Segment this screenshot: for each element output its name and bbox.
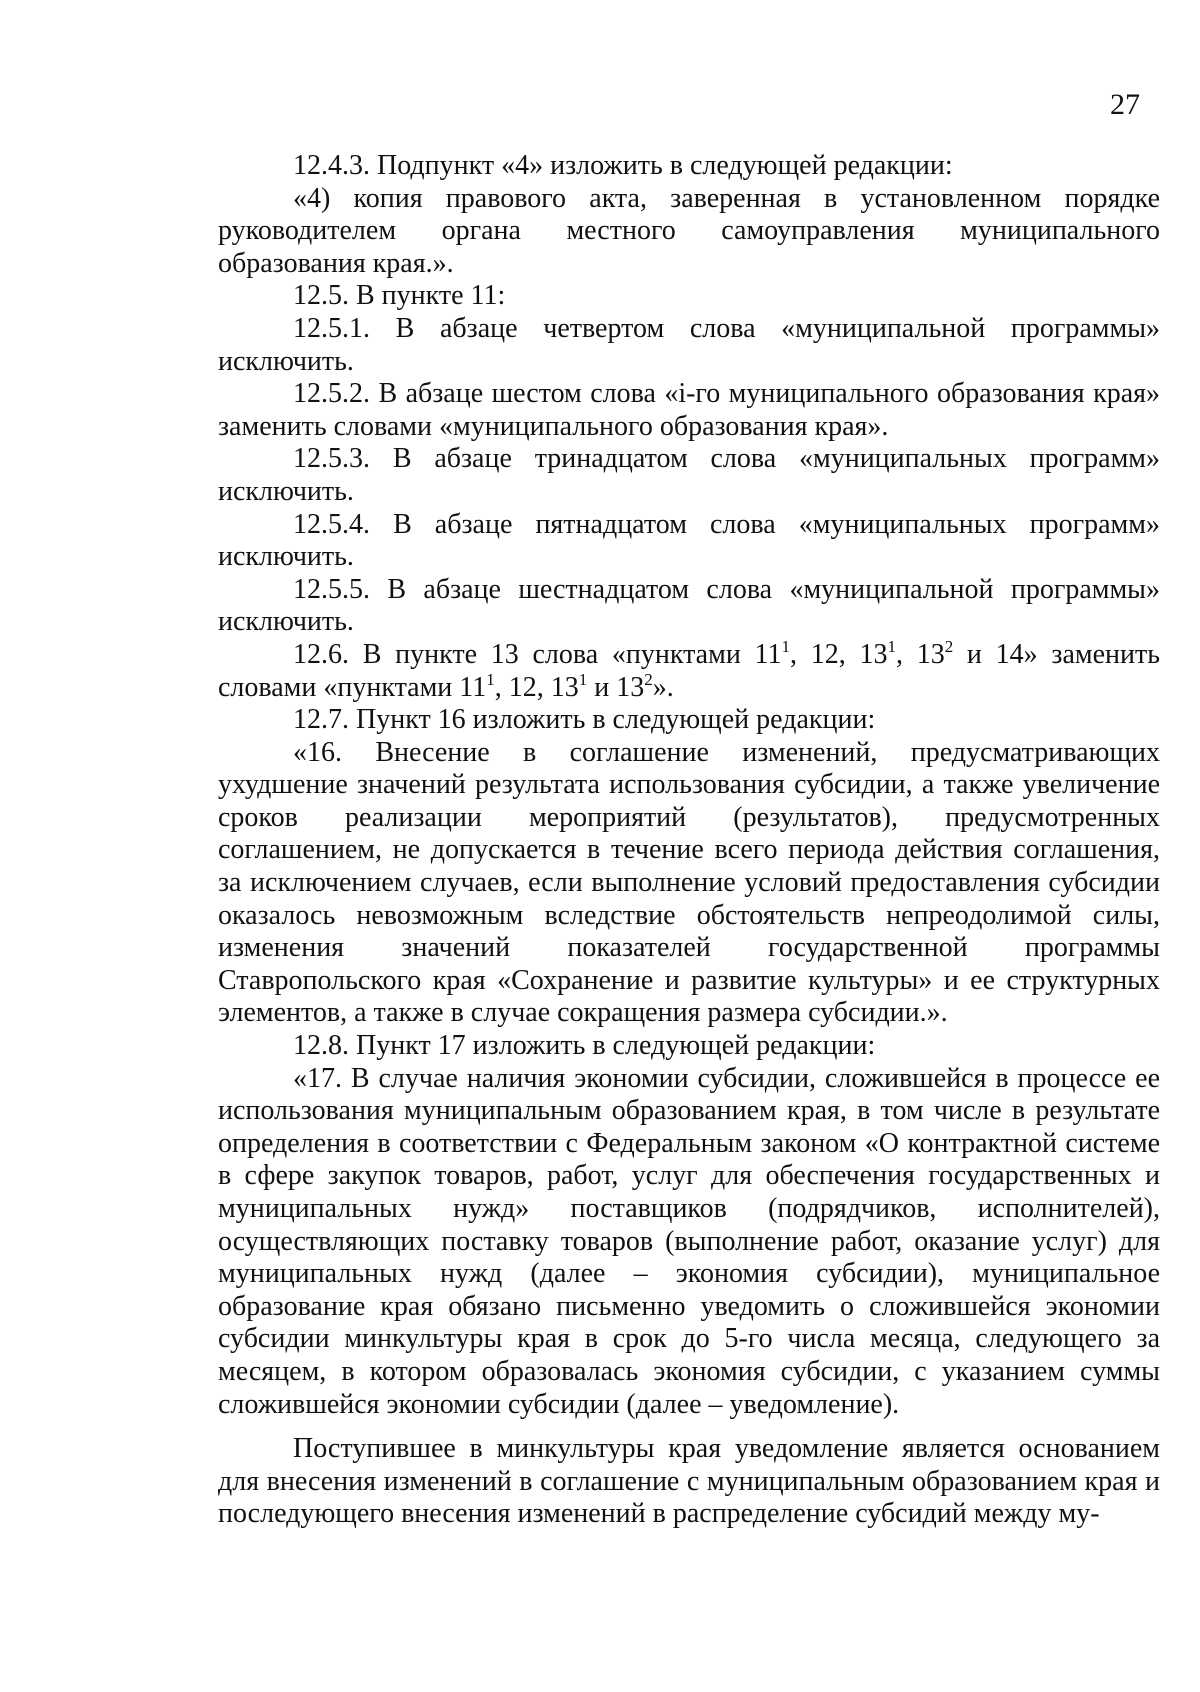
paragraph-item-17: «17. В случае наличия экономии субсидии, сложившейся в процессе ее использования муниципальным образованием края, в том числе в результате определения в соответствии с Федеральным законом «О контрактной системе в сфере закупок товаров, работ, услуг для обеспечения государственных и муниципальных нужд» поставщиков (подрядчиков, исполнителей), осуществляющих поставку товаров (выполнение работ, оказание услуг) для муниципальных нужд (далее – экономия субсидии), муниципальное образование края обязано письменно уведомить о сложившейся экономии субсидии минкультуры края в срок до 5-го числа месяца, следующего за месяцем, в котором образовалась экономия субсидии, с указанием суммы сложившейся экономии субсидии (далее – уведомление). <box>218 1062 1160 1420</box>
text-run: и 14» заменить словами «пунктами 11 <box>218 638 1160 703</box>
text-run: , 12, 13 <box>790 638 888 670</box>
text-run: и 13 <box>587 671 645 703</box>
page-number: 27 <box>1110 88 1140 121</box>
superscript: 1 <box>578 669 588 689</box>
superscript: 1 <box>781 636 790 656</box>
text-run: , 13 <box>895 638 945 670</box>
document-body <box>218 150 1160 1531</box>
paragraph-12-6 <box>218 636 1160 704</box>
paragraph-item-16: «16. Внесение в соглашение изменений, предусматривающих ухудшение значений результата использования субсидии, а также увеличение сроков реализации мероприятий (результатов), предусмотренных соглашением, не допускается в течение всего периода действия соглашения, за исключением случаев, если выполнение условий предоставления субсидии оказалось невозможным вследствие обстоятельств непреодолимой силы, изменения значений показателей государственной программы Ставропольского края «Сохранение и развитие культуры» и ее структурных элементов, а также в случае сокращения размера субсидии.». <box>218 736 1160 1029</box>
paragraph-12-8: 12.8. Пункт 17 изложить в следующей редакции: <box>293 1030 876 1062</box>
paragraph-12-5-3: 12.5.3. В абзаце тринадцатом слова «муниципальных программ» исключить. <box>218 443 1160 507</box>
paragraph-12-5: 12.5. В пункте 11: <box>293 280 506 312</box>
superscript: 2 <box>944 636 954 656</box>
superscript: 2 <box>644 669 653 689</box>
text-run: 12.6. В пункте 13 слова «пунктами 11 <box>293 638 782 670</box>
text-run: ». <box>652 671 674 703</box>
paragraph-12-5-1: 12.5.1. В абзаце четвертом слова «муниципальной программы» исключить. <box>218 312 1160 377</box>
superscript: 1 <box>486 669 495 689</box>
paragraph-12-7: 12.7. Пункт 16 изложить в следующей редакции: <box>293 704 876 736</box>
paragraph-12-5-2: 12.5.2. В абзаце шестом слова «i-го муниципального образования края» заменить словами «муниципального образования края». <box>218 378 1160 442</box>
paragraph-12-5-5: 12.5.5. В абзаце шестнадцатом слова «муниципальной программы» исключить. <box>218 573 1160 638</box>
superscript: 1 <box>887 636 896 656</box>
paragraph-notification: Поступившее в минкультуры края уведомление является основанием для внесения изменений в соглашение с муниципальным образованием края и последующего внесения изменений в распределение субсидий между му- <box>218 1433 1160 1530</box>
text-run: , 12, 13 <box>494 671 579 703</box>
paragraph-subitem-4: «4) копия правового акта, заверенная в установленном порядке руководителем органа местного самоуправления муниципального образования края.». <box>218 182 1160 279</box>
paragraph-12-4-3: 12.4.3. Подпункт «4» изложить в следующей редакции: <box>293 150 953 181</box>
paragraph-12-5-4: 12.5.4. В абзаце пятнадцатом слова «муниципальных программ» исключить. <box>218 508 1160 573</box>
